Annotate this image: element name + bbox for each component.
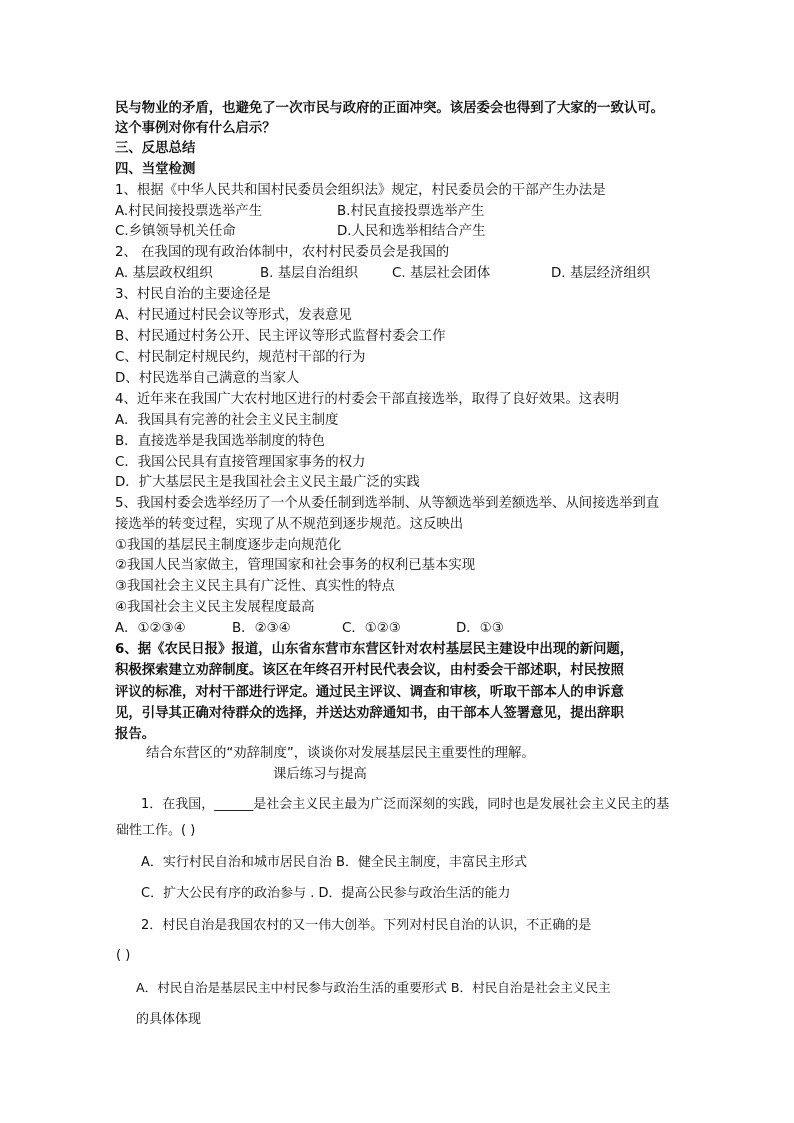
paragraph-line: 见，引导其正确对待群众的选择，并送达劝辞通知书，由干部本人签署意见，提出辞职 bbox=[115, 706, 624, 721]
question-stem: 2．村民自治是我国农村的又一伟大创举。下列对村民自治的认识，不正确的是 bbox=[141, 918, 592, 933]
question-stem: 础性工作。( ) bbox=[116, 823, 196, 838]
option: C．①②③ bbox=[342, 621, 401, 636]
option: D. 基层经济组织 bbox=[551, 266, 651, 281]
question-stem: 4、近年来在我国广大农村地区进行的村委会干部直接选举，取得了良好效果。这表明 bbox=[115, 392, 619, 407]
section-title: 课后练习与提高 bbox=[273, 767, 367, 782]
option: A. 基层政权组织 bbox=[115, 266, 213, 281]
question-stem: 1．在我国，______是社会主义民主最为广泛而深刻的实践，同时也是发展社会主义民主的基 bbox=[141, 797, 670, 812]
option: D．①③ bbox=[456, 621, 504, 636]
question-stem: ( ) bbox=[116, 948, 131, 963]
option: B. 基层自治组织 bbox=[260, 266, 359, 281]
statement-item: ②我国人民当家做主，管理国家和社会事务的权利已基本实现 bbox=[115, 558, 476, 573]
question-stem: 3、村民自治的主要途径是 bbox=[115, 287, 271, 302]
option: D.人民和选举相结合产生 bbox=[337, 224, 486, 239]
question-stem: 接选举的转变过程，实现了从不规范到逐步规范。这反映出 bbox=[115, 517, 464, 532]
statement-item: ①我国的基层民主制度逐步走向规范化 bbox=[115, 538, 342, 553]
option: B.村民直接投票选举产生 bbox=[337, 204, 485, 219]
option: D．扩大基层民主是我国社会主义民主最广泛的实践 bbox=[115, 475, 420, 490]
option-row: A．实行村民自治和城市居民自治 B．健全民主制度，丰富民主形式 bbox=[141, 855, 527, 870]
option: C.乡镇领导机关任命 bbox=[115, 224, 236, 239]
option: C．我国公民具有直接管理国家事务的权力 bbox=[115, 455, 366, 470]
option: C、村民制定村规民约，规范村干部的行为 bbox=[115, 350, 366, 365]
paragraph-line: 民与物业的矛盾，也避免了一次市民与政府的正面冲突。该居委会也得到了大家的一致认可。 bbox=[115, 101, 665, 116]
option: A.村民间接投票选举产生 bbox=[115, 204, 263, 219]
option: B．②③④ bbox=[232, 621, 291, 636]
option: B、村民通过村务公开、民主评议等形式监督村委会工作 bbox=[115, 329, 446, 344]
option: A、村民通过村民会议等形式，发表意见 bbox=[115, 308, 352, 323]
option: A．我国具有完善的社会主义民主制度 bbox=[115, 413, 339, 428]
question-stem: 5、我国村委会选举经历了一个从委任制到选举制、从等额选举到差额选举、从间接选举到直 bbox=[115, 496, 660, 511]
paragraph-line: 6、据《农民日报》报道，山东省东营市东营区针对农村基层民主建设中出现的新问题， bbox=[115, 642, 634, 657]
paragraph-line: 这个事例对你有什么启示？ bbox=[115, 121, 276, 136]
section-heading: 四、当堂检测 bbox=[115, 162, 196, 177]
option-row: C．扩大公民有序的政治参与 . D．提高公民参与政治生活的能力 bbox=[141, 886, 511, 901]
paragraph-line: 评议的标准，对村干部进行评定。通过民主评议、调查和审核，听取干部本人的申诉意 bbox=[115, 685, 624, 700]
statement-item: ④我国社会主义民主发展程度最高 bbox=[115, 600, 315, 615]
option: A．①②③④ bbox=[115, 621, 186, 636]
section-heading: 三、反思总结 bbox=[115, 141, 196, 156]
option: C. 基层社会团体 bbox=[392, 266, 491, 281]
statement-item: ③我国社会主义民主具有广泛性、真实性的特点 bbox=[115, 579, 395, 594]
question-prompt: 结合东营区的“劝辞制度”，谈谈你对发展基层民主重要性的理解。 bbox=[146, 746, 535, 761]
paragraph-line: 报告。 bbox=[115, 727, 156, 742]
option-row: A．村民自治是基层民主中村民参与政治生活的重要形式 B．村民自治是社会主义民主 bbox=[136, 980, 611, 995]
option: B．直接选举是我国选举制度的特色 bbox=[115, 434, 326, 449]
question-stem: 2、 在我国的现有政治体制中，农村村民委员会是我国的 bbox=[115, 245, 450, 260]
option-row: 的具体体现 bbox=[136, 1012, 202, 1027]
option: D、村民选举自己满意的当家人 bbox=[115, 371, 300, 386]
question-stem: 1、根据《中华人民共和国村民委员会组织法》规定，村民委员会的干部产生办法是 bbox=[115, 183, 606, 198]
paragraph-line: 积极探索建立劝辞制度。该区在年终召开村民代表会议，由村委会干部述职，村民按照 bbox=[115, 663, 624, 678]
